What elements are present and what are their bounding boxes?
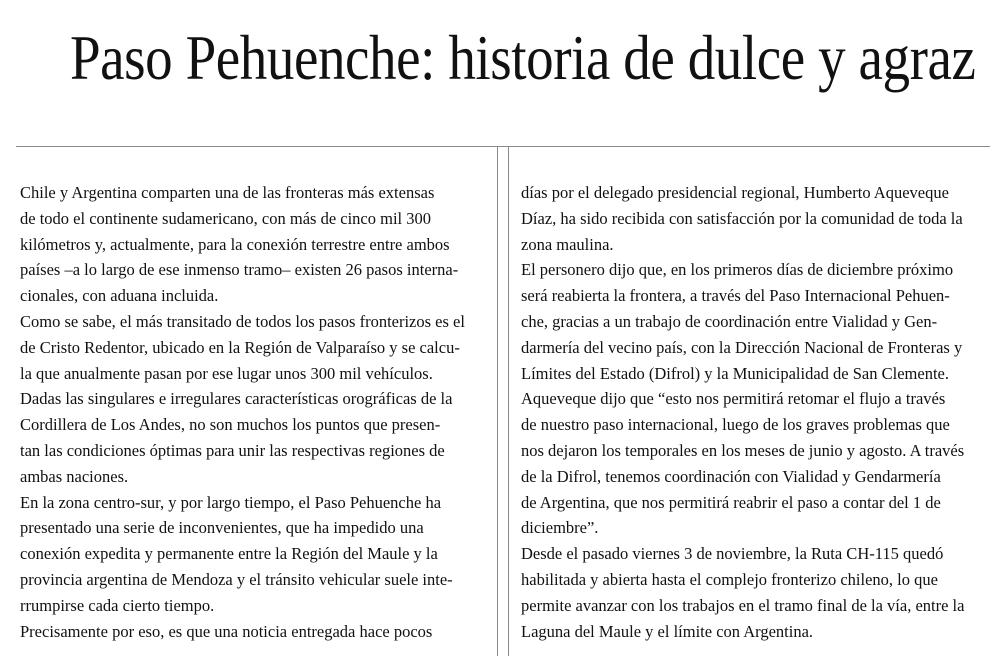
text-line: tan las condiciones óptimas para unir las respectivas regiones de	[20, 440, 445, 460]
text-line: de la Difrol, tenemos coordinación con Vialidad y Gendarmería	[521, 466, 941, 486]
text-line: Cordillera de Los Andes, no son muchos los puntos que presen-	[20, 415, 441, 435]
text-line: zona maulina.	[521, 234, 614, 254]
text-line: días por el delegado presidencial regional, Humberto Aqueveque	[521, 183, 949, 202]
text-line: países –a lo largo de ese inmenso tramo– existen 26 pasos interna-	[20, 260, 459, 280]
article-headline: Paso Pehuenche: historia de dulce y agraz	[70, 22, 976, 93]
text-line: de nuestro paso internacional, luego de los graves problemas que	[521, 415, 950, 435]
text-line: presentado una serie de inconvenientes, que ha impedido una	[20, 518, 424, 538]
text-line: darmería del vecino país, con la Dirección Nacional de Fronteras y	[521, 337, 963, 357]
horizontal-divider	[16, 146, 990, 147]
text-line: de Cristo Redentor, ubicado en la Región de Valparaíso y se calcu-	[20, 337, 460, 357]
article-column-left	[20, 180, 490, 644]
text-line: Desde el pasado viernes 3 de noviembre, la Ruta CH-115 quedó	[521, 544, 944, 564]
text-line: El personero dijo que, en los primeros días de diciembre próximo	[521, 260, 954, 280]
text-line: diciembre”.	[521, 518, 599, 538]
text-line: conexión expedita y permanente entre la Región del Maule y la	[20, 544, 438, 564]
text-line: nos dejaron los temporales en los meses de junio y agosto. A través	[521, 440, 965, 460]
text-line: Precisamente por eso, es que una noticia entregada hace pocos	[20, 621, 433, 641]
text-line: de todo el continente sudamericano, con más de cinco mil 300	[20, 208, 432, 228]
column-divider-left	[497, 146, 498, 656]
text-line: habilitada y abierta hasta el complejo fronterizo chileno, lo que	[521, 569, 938, 589]
article-column-right	[521, 180, 991, 644]
text-line: che, gracias a un trabajo de coordinación entre Vialidad y Gen-	[521, 311, 938, 331]
text-line: Díaz, ha sido recibida con satisfacción por la comunidad de toda la	[521, 208, 963, 228]
text-line: En la zona centro-sur, y por largo tiempo, el Paso Pehuenche ha	[20, 492, 442, 512]
text-line: Aqueveque dijo que “esto nos permitirá retomar el flujo a través	[521, 389, 946, 409]
text-line: Laguna del Maule y el límite con Argentina.	[521, 621, 814, 641]
text-line: provincia argentina de Mendoza y el tránsito vehicular suele inte-	[20, 569, 453, 589]
text-line: cionales, con aduana incluida.	[20, 286, 219, 306]
column-divider-right	[508, 146, 509, 656]
text-line: Como se sabe, el más transitado de todos los pasos fronterizos es el	[20, 311, 465, 331]
text-line: Dadas las singulares e irregulares características orográficas de la	[20, 389, 453, 409]
text-line: será reabierta la frontera, a través del Paso Internacional Pehuen-	[521, 286, 950, 306]
text-line: la que anualmente pasan por ese lugar unos 300 mil vehículos.	[20, 363, 433, 383]
text-line: Límites del Estado (Difrol) y la Municipalidad de San Clemente.	[521, 363, 949, 383]
text-line: rrumpirse cada cierto tiempo.	[20, 595, 215, 615]
text-line: Chile y Argentina comparten una de las fronteras más extensas	[20, 183, 435, 202]
text-line: permite avanzar con los trabajos en el tramo final de la vía, entre la	[521, 595, 965, 615]
text-line: ambas naciones.	[20, 466, 129, 486]
text-line: de Argentina, que nos permitirá reabrir el paso a contar del 1 de	[521, 492, 941, 512]
text-line: kilómetros y, actualmente, para la conexión terrestre entre ambos	[20, 234, 450, 254]
